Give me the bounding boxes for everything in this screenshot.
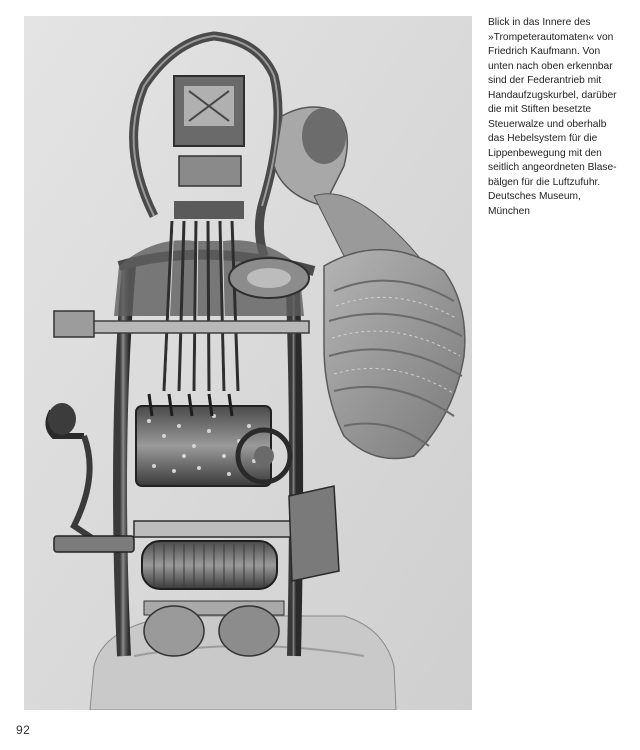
caption-line: Lippenbewegung mit den xyxy=(488,147,602,159)
caption-line: bälgen für die Luftzufuhr. xyxy=(488,176,601,188)
caption-line: unten nach oben erkennbar xyxy=(488,60,613,72)
page-number: 92 xyxy=(16,723,31,737)
caption-line: Friedrich Kaufmann. Von xyxy=(488,46,601,57)
caption-line: sind der Federantrieb mit xyxy=(488,75,602,86)
caption-line: seitlich angeordneten Blase- xyxy=(488,162,617,173)
caption-line: Handaufzugskurbel, darüber xyxy=(488,89,617,101)
caption-line: München xyxy=(488,205,530,217)
caption-line: die mit Stiften besetzte xyxy=(488,104,592,115)
caption-line: Blick in das Innere des xyxy=(488,17,591,28)
photo-caption xyxy=(488,16,628,219)
photograph-trumpeter-automaton xyxy=(24,16,472,710)
caption-line: das Hebelsystem für die xyxy=(488,133,598,144)
caption-line: Steuerwalze und oberhalb xyxy=(488,118,607,130)
caption-line: Deutsches Museum, xyxy=(488,191,581,202)
caption-line: »Trompeterautomaten« von xyxy=(488,31,614,43)
